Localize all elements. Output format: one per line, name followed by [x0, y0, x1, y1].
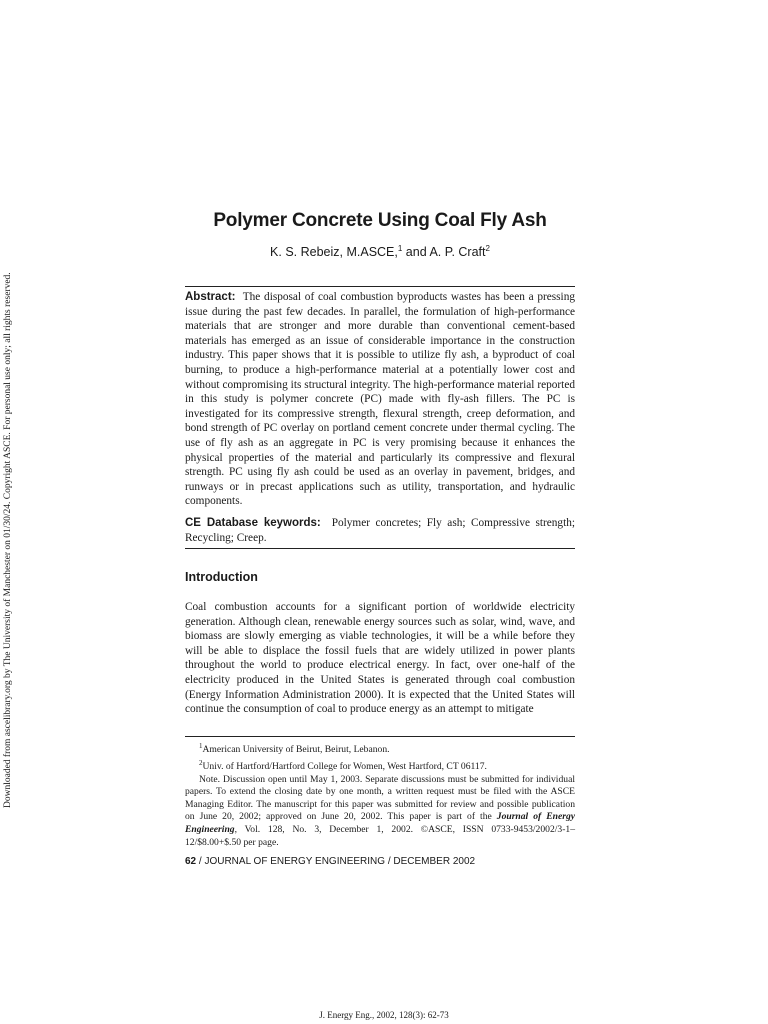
author-2-affiliation-mark: 2 — [485, 244, 490, 253]
footnote-2-text: Univ. of Hartford/Hartford College for Women, West Hartford, CT 06117. — [202, 760, 487, 772]
running-footer — [185, 856, 475, 867]
footnote-2-mark: 2 — [199, 758, 203, 767]
section-heading-introduction: Introduction — [185, 570, 258, 584]
footnote-1-mark: 1 — [199, 742, 203, 750]
author-line — [185, 244, 575, 259]
footnote-2 — [185, 757, 575, 774]
abstract-top-rule — [185, 286, 575, 287]
footnotes — [185, 740, 575, 849]
abstract-label: Abstract: — [185, 291, 236, 303]
author-connector: and A. P. Craft — [402, 245, 486, 260]
abstract-bottom-rule — [185, 548, 575, 549]
running-footer-text: / JOURNAL OF ENERGY ENGINEERING / DECEMBER 2002 — [196, 856, 476, 867]
keywords-text: Polymer concretes; Fly ash; Compressive strength; Recycling; Creep. — [185, 517, 576, 544]
introduction-paragraph: Coal combustion accounts for a significant portion of worldwide electricity generation. Although clean, renewable energy sources such as solar, wind, wave, and biomass are slowly emerging as viable technologies, it will be a while before they will be able to displace the fossil fuels that are widely utilized in power plants throughout the world to produce electrical energy. In fact, over one-half of the electricity produced in the United States is generated through coal combustion (Energy Information Administration 2000). It is expected that the United States will continue the consumption of coal to produce energy as an attempt to mitigate — [185, 601, 575, 716]
editorial-note-text-b: , Vol. 128, No. 3, December 1, 2002. ©ASCE, ISSN 0733-9453/2002/3-1–12/$8.00+$.50 per page. — [185, 823, 575, 848]
abstract — [185, 290, 575, 509]
editorial-note — [185, 774, 575, 850]
page-number: 62 — [185, 856, 197, 867]
author-1-affiliation-mark: 1 — [397, 244, 403, 253]
author-1: K. S. Rebeiz, M.ASCE, — [270, 245, 398, 260]
paper-title: Polymer Concrete Using Coal Fly Ash — [213, 210, 547, 231]
footnote-1-text: American University of Beirut, Beirut, Lebanon. — [202, 744, 390, 756]
keywords-label: CE Database keywords: — [185, 517, 321, 529]
footnote-rule — [185, 736, 575, 737]
editorial-note-text-a: Note. Discussion open until May 1, 2003. Separate discussions must be submitted for individual papers. To extend the closing date by one month, a written request must be filed with the ASCE Managing Editor. The manuscript for this paper was submitted for review and possible publication on June 20, 2002; approved on June 20, 2002. This paper is part of the — [185, 773, 575, 823]
citation-line: J. Energy Eng., 2002, 128(3): 62-73 — [319, 1010, 449, 1020]
download-notice: Downloaded from ascelibrary.org by The University of Manchester on 01/30/24. Copyright ASCE. For personal use only; all rights reserved. — [3, 272, 13, 808]
abstract-text: The disposal of coal combustion byproducts wastes has been a pressing issue during the past few decades. In parallel, the formulation of high-performance materials that are stronger and more durable than conventional cement-based materials has emerged as an issue of considerable importance in the construction industry. This paper shows that it is possible to utilize fly ash, a byproduct of coal burning, to produce a high-performance material at a potentially lower cost and without compromising its structural integrity. The high-performance material reported in this study is polymer concrete (PC) made with fly-ash fillers. The PC is investigated for its compressive strength, flexural strength, creep deformation, and bond strength of PC overlay on portland cement concrete under thermal cycling. The use of fly ash as an aggregate in PC is very promising because it enhances the physical properties of the material and particularly its compressive and flexural strength. PC using fly ash could be used as an overlay in pavement, bridges, and runways or in precast applications such as utility, transportation, and hydraulic components. — [185, 291, 575, 508]
keywords — [185, 516, 575, 545]
journal-name: Journal of Energy Engineering — [185, 811, 576, 835]
footnote-1 — [185, 740, 575, 757]
